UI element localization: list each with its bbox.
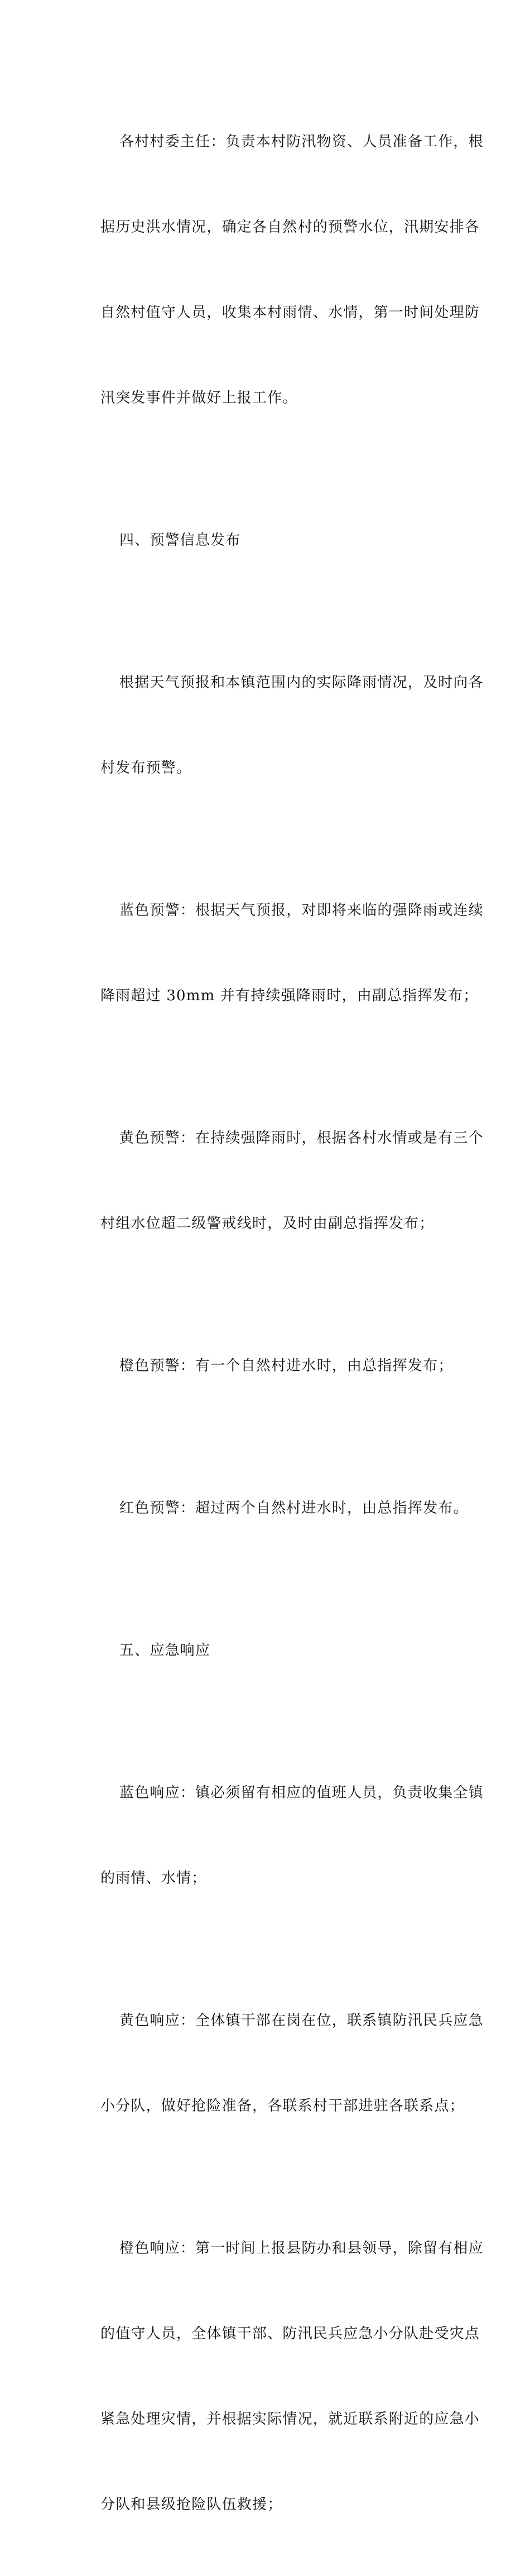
paragraph-blue-response (81, 1722, 484, 1950)
text-line: 据历史洪水情况，确定各自然村的预警水位，汛期安排各 (100, 219, 480, 236)
paragraph-red-warning (81, 1437, 469, 1580)
text-line: 各村村委主任：负责本村防汛物资、人员准备工作，根 (119, 133, 484, 150)
text-line: 汛突发事件并做好上报工作。 (100, 390, 298, 406)
text-line: 根据天气预报和本镇范围内的实际降雨情况，及时向各 (119, 674, 484, 691)
paragraph-yellow-warning (81, 1067, 484, 1295)
section-heading-warning-release (81, 469, 442, 612)
text-line: 分队和县级抢险队伍救援； (100, 2496, 283, 2513)
section-heading: 四、预警信息发布 (119, 532, 241, 549)
text-line: 黄色响应：全体镇干部在岗在位，联系镇防汛民兵应急 (119, 2012, 484, 2029)
text-line: 的雨情、水情； (100, 1870, 207, 1887)
section-heading: 五、应急响应 (119, 1642, 211, 1659)
document-body (81, 71, 484, 2576)
text-line: 村发布预警。 (100, 760, 192, 776)
paragraph-blue-warning (81, 840, 484, 1067)
text-line: 紧急处理灾情，并根据实际情况，就近联系附近的应急小 (100, 2411, 480, 2428)
paragraph-orange-response (81, 2177, 484, 2576)
paragraph-village-director-duties (81, 71, 484, 469)
text-line: 小分队，做好抢险准备，各联系村干部进驻各联系点； (100, 2098, 465, 2114)
section-heading-emergency-response (81, 1580, 442, 1722)
text-line: 橙色响应：第一时间上报县防办和县领导，除留有相应 (119, 2240, 484, 2257)
text-line: 黄色预警：在持续强降雨时，根据各村水情或是有三个 (119, 1130, 484, 1147)
paragraph-yellow-response (81, 1950, 484, 2177)
text-line: 村组水位超二级警戒线时，及时由副总指挥发布； (100, 1215, 435, 1232)
text-line: 红色预警：超过两个自然村进水时，由总指挥发布。 (119, 1500, 469, 1517)
paragraph-warning-intro (81, 612, 484, 840)
text-line: 蓝色响应：镇必须留有相应的值班人员，负责收集全镇 (119, 1785, 484, 1801)
text-line: 橙色预警：有一个自然村进水时，由总指挥发布； (119, 1357, 454, 1374)
text-line: 的值守人员，全体镇干部、防汛民兵应急小分队赴受灾点 (100, 2325, 480, 2342)
paragraph-orange-warning (81, 1295, 454, 1437)
text-line: 蓝色预警：根据天气预报，对即将来临的强降雨或连续 (119, 902, 484, 919)
text-line: 自然村值守人员，收集本村雨情、水情，第一时间处理防 (100, 304, 480, 321)
text-line: 降雨超过 30mm 并有持续强降雨时，由副总指挥发布； (100, 987, 479, 1004)
